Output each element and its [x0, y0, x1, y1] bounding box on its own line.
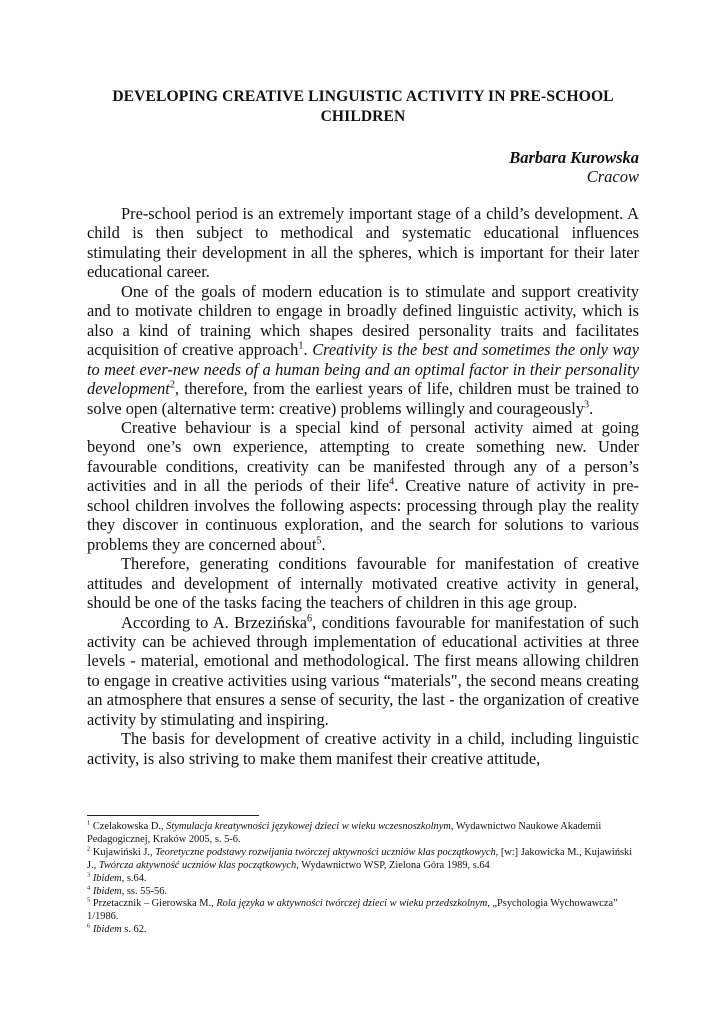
footnote-ref: 5: [316, 535, 322, 547]
footnote-title: Ibidem: [92, 872, 122, 884]
paragraph-text: . Creative nature of activity in pre-school children involves the following aspects: processing through play the reality they discover in continuous exploration, and the search for solutions to various problems they are concerned about: [87, 476, 639, 554]
paragraph-text: .: [589, 398, 594, 418]
paragraph-3: [87, 418, 639, 554]
paragraph-6: The basis for development of creative activity in a child, including linguistic activity, is also striving to make them manifest their creative attitude,: [87, 729, 639, 768]
footnote-4: [87, 886, 639, 899]
footnote-6: [87, 924, 639, 937]
footnote-5: [87, 898, 639, 924]
footnote-number: 1: [87, 819, 91, 827]
footnote-text: , s.64.: [121, 872, 147, 884]
footnote-number: 4: [87, 884, 91, 892]
article-title: DEVELOPING CREATIVE LINGUISTIC ACTIVITY IN PRE-SCHOOL CHILDREN: [112, 88, 614, 125]
footnote-ref: 3: [584, 399, 590, 411]
paragraph-5: [87, 613, 639, 730]
paragraph-1: Pre-school period is an extremely important stage of a child’s development. A child is then subject to methodical and systematic educational influences stimulating their development in all the spheres, which is important for their later educational career.: [87, 204, 639, 282]
footnotes: [87, 821, 639, 937]
footnote-text: s. 62.: [121, 924, 147, 936]
footnote-text: , ss. 55-56.: [121, 885, 168, 897]
author-affiliation: Cracow: [586, 167, 639, 186]
footnote-2: [87, 847, 639, 873]
footnote-title: Stymulacja kreatywności językowej dzieci w wieku wczesnoszkolnym: [166, 821, 451, 832]
footnote-text: Przetacznik – Gierowska M.,: [92, 898, 217, 910]
footnote-text: Czelakowska D.,: [92, 821, 167, 832]
footnote-text: , Wydawnictwo WSP, Zielona Góra 1989, s.64: [296, 859, 490, 871]
footnote-separator: [87, 815, 259, 816]
footnote-number: 5: [87, 896, 91, 904]
footnote-title: Twórcza aktywność uczniów klas początkowych: [98, 859, 297, 871]
footnote-text: , „Psychologia Wychowawcza” 1/1986.: [87, 898, 618, 923]
footnote-title: Ibidem: [92, 885, 122, 897]
paragraph-2: [87, 282, 639, 418]
paragraph-text: Creative behaviour is a special kind of personal activity aimed at going beyond one’s own experience, attempting to create something new. Under favourable conditions, creativity can be manifested through any of a person’s activities and in all the periods of their life: [87, 417, 639, 496]
paragraph-text: .: [303, 340, 313, 360]
paragraph-text: , therefore, from the earliest years of life, children must be trained to solve open (alternative term: creative) problems willingly and courageously: [87, 379, 639, 418]
footnote-text: , Wydawnictwo Naukowe Akademii Pedagogicznej, Kraków 2005, s. 5-6.: [87, 821, 602, 845]
paragraph-text: .: [321, 534, 326, 554]
paragraph-4: Therefore, generating conditions favourable for manifestation of creative attitudes and development of internally motivated creative activity in general, should be one of the tasks facing the teachers of children in this age group.: [87, 554, 639, 613]
quoted-text: Creativity is the best and sometimes the only way to meet ever-new needs of a human being and an optimal factor in their personality development: [87, 340, 639, 399]
footnote-title: Teoretyczne podstawy rozwijania twórczej aktywności uczniów klas początkowych: [155, 846, 496, 858]
footnote-text: Kujawiński J.,: [92, 846, 156, 858]
footnote-ref: 2: [169, 379, 175, 391]
paragraph-text: According to A. Brzezińska: [121, 612, 307, 632]
footnote-number: 2: [87, 845, 91, 853]
footnote-3: [87, 873, 639, 886]
article-body: [87, 204, 639, 768]
author-name: Barbara Kurowska: [509, 148, 639, 167]
footnote-number: 6: [87, 922, 91, 930]
footnote-ref: 1: [298, 340, 304, 352]
footnote-text: , [w:] Jakowicka M., Kujawiński J.,: [87, 846, 633, 871]
footnote-number: 3: [87, 871, 91, 879]
paragraph-text: , conditions favourable for manifestation of such activity can be achieved through implementation of educational activities at three levels - material, emotional and methodological. The first means allowing children to engage in creative activities using various “materials", the second means creating an atmosphere that ensures a sense of security, the last - the organization of creative activity by stimulating and inspiring.: [87, 612, 639, 729]
paragraph-text: One of the goals of modern education is to stimulate and support creativity and to motivate children to engage in broadly defined linguistic activity, which is also a kind of training which shapes desired personality traits and facilitates acquisition of creative approach: [87, 281, 639, 360]
footnote-title: Ibidem: [92, 924, 122, 936]
footnote-title: Rola języka w aktywności twórczej dzieci w wieku przedszkolnym: [216, 898, 488, 910]
footnote-1: [87, 821, 639, 847]
footnote-ref: 6: [307, 613, 313, 625]
footnote-ref: 4: [389, 476, 395, 488]
